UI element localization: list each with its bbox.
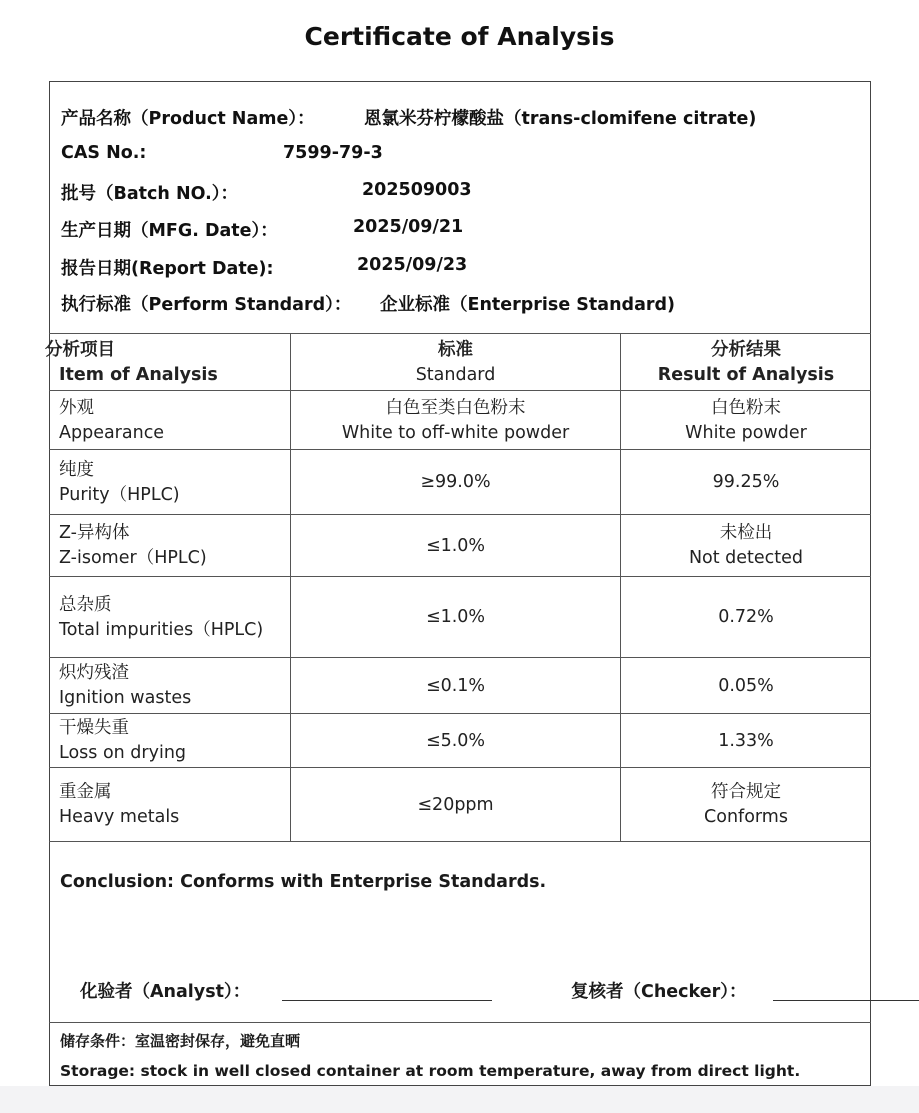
table-row-item <box>59 578 281 657</box>
table-row-rule <box>49 767 871 768</box>
table-row-standard <box>291 659 620 713</box>
table-row-result <box>621 715 871 767</box>
result-en: 1.33% <box>718 730 774 751</box>
table-row-rule <box>49 576 871 577</box>
standard-en: ≤5.0% <box>425 730 486 751</box>
header-standard-cn: 标准 <box>438 340 473 360</box>
table-row-item <box>59 392 287 449</box>
table-row-item <box>59 516 287 576</box>
item-cn: 重金属 <box>59 782 112 802</box>
checker-signature-line[interactable] <box>773 1000 919 1001</box>
table-row-item <box>59 769 287 841</box>
result-en: Not detected <box>688 548 804 568</box>
table-row-item <box>59 451 287 514</box>
table-row-rule <box>49 713 871 714</box>
item-cn: 总杂质 <box>59 594 112 615</box>
header-item-en: Item of Analysis <box>59 365 218 385</box>
table-row-standard <box>291 769 620 841</box>
batch-value: 202509003 <box>362 180 472 200</box>
table-bottom-rule <box>49 841 871 842</box>
table-row-standard <box>291 516 620 576</box>
table-row-result <box>621 451 871 514</box>
table-row-standard <box>291 578 620 657</box>
result-en: White powder <box>685 422 807 443</box>
item-en: Ignition wastes <box>59 688 192 708</box>
batch-label: 批号（Batch NO.）： <box>61 184 238 204</box>
mfg-date-label: 生产日期（MFG. Date）： <box>61 221 278 241</box>
item-cn: 炽灼残渣 <box>59 663 129 683</box>
item-cn: 干燥失重 <box>59 718 129 738</box>
item-en: Total impurities（HPLC) <box>59 619 264 640</box>
cas-value: 7599-79-3 <box>283 143 383 163</box>
header-item-cn: 分析项目 <box>45 340 115 360</box>
product-name-value: 恩氯米芬柠檬酸盐（trans-clomifene citrate) <box>364 109 757 129</box>
checker-label: 复核者（Checker）： <box>571 982 747 1002</box>
perform-standard-value: 企业标准（Enterprise Standard) <box>380 295 676 315</box>
item-cn: Z-异构体 <box>59 523 130 543</box>
header-result-en: Result of Analysis <box>657 365 835 385</box>
table-row-item <box>59 659 287 713</box>
storage-en: Storage: stock in well closed container at room temperature, away from direct light. <box>60 1062 801 1080</box>
item-en: Heavy metals <box>59 807 180 827</box>
result-en: 0.72% <box>718 607 774 627</box>
result-cn: 未检出 <box>719 523 773 543</box>
header-standard-en: Standard <box>415 365 496 385</box>
cas-label: CAS No.: <box>61 143 147 163</box>
standard-en: ≤1.0% <box>425 535 486 556</box>
report-date-value: 2025/09/23 <box>357 255 468 275</box>
standard-cn: 白色至类白色粉末 <box>385 397 526 418</box>
header-result-cn: 分析结果 <box>711 340 781 360</box>
analyst-signature-line[interactable] <box>282 1000 492 1001</box>
table-row-standard <box>291 451 620 514</box>
table-row-result <box>621 578 871 657</box>
standard-en: ≥99.0% <box>420 472 491 492</box>
result-en: Conforms <box>704 807 788 827</box>
table-row-result <box>621 769 871 841</box>
table-row-standard <box>291 715 620 767</box>
item-cn: 纯度 <box>59 459 94 480</box>
item-cn: 外观 <box>59 397 94 418</box>
table-row-standard <box>291 392 620 449</box>
analyst-label: 化验者（Analyst）： <box>80 982 251 1002</box>
table-row-rule <box>49 514 871 515</box>
item-en: Z-isomer（HPLC) <box>59 548 207 568</box>
mfg-date-value: 2025/09/21 <box>353 217 464 237</box>
result-en: 99.25% <box>712 472 780 492</box>
header-item <box>45 336 285 390</box>
standard-en: ≤1.0% <box>425 607 486 627</box>
table-row-rule <box>49 390 871 391</box>
table-row-rule <box>49 449 871 450</box>
standard-en: ≤20ppm <box>417 794 494 815</box>
perform-standard-label: 执行标准（Perform Standard）： <box>61 295 352 315</box>
storage-cn: 储存条件：室温密封保存，避免直晒 <box>60 1032 301 1050</box>
table-row-rule <box>49 657 871 658</box>
result-cn: 符合规定 <box>711 782 781 802</box>
standard-en: ≤0.1% <box>425 675 486 696</box>
item-en: Appearance <box>59 422 165 443</box>
document-title: Certificate of Analysis <box>304 22 615 51</box>
product-name-label: 产品名称（Product Name）： <box>61 109 315 129</box>
header-standard <box>291 336 620 390</box>
table-row-item <box>59 715 287 767</box>
storage-divider <box>49 1022 871 1023</box>
table-row-result <box>621 516 871 576</box>
table-row-result <box>621 392 871 449</box>
item-en: Loss on drying <box>59 743 187 763</box>
bottom-strip <box>0 1086 919 1113</box>
header-result <box>621 336 871 390</box>
cropped-header-text <box>330 0 590 6</box>
conclusion-text: Conclusion: Conforms with Enterprise Standards. <box>60 872 547 892</box>
result-cn: 白色粉末 <box>711 397 781 418</box>
table-row-result <box>621 659 871 713</box>
table-top-rule <box>49 333 871 334</box>
result-en: 0.05% <box>718 675 774 696</box>
report-date-label: 报告日期(Report Date): <box>61 259 274 279</box>
standard-en: White to off-white powder <box>341 422 570 443</box>
item-en: Purity（HPLC) <box>59 484 180 505</box>
